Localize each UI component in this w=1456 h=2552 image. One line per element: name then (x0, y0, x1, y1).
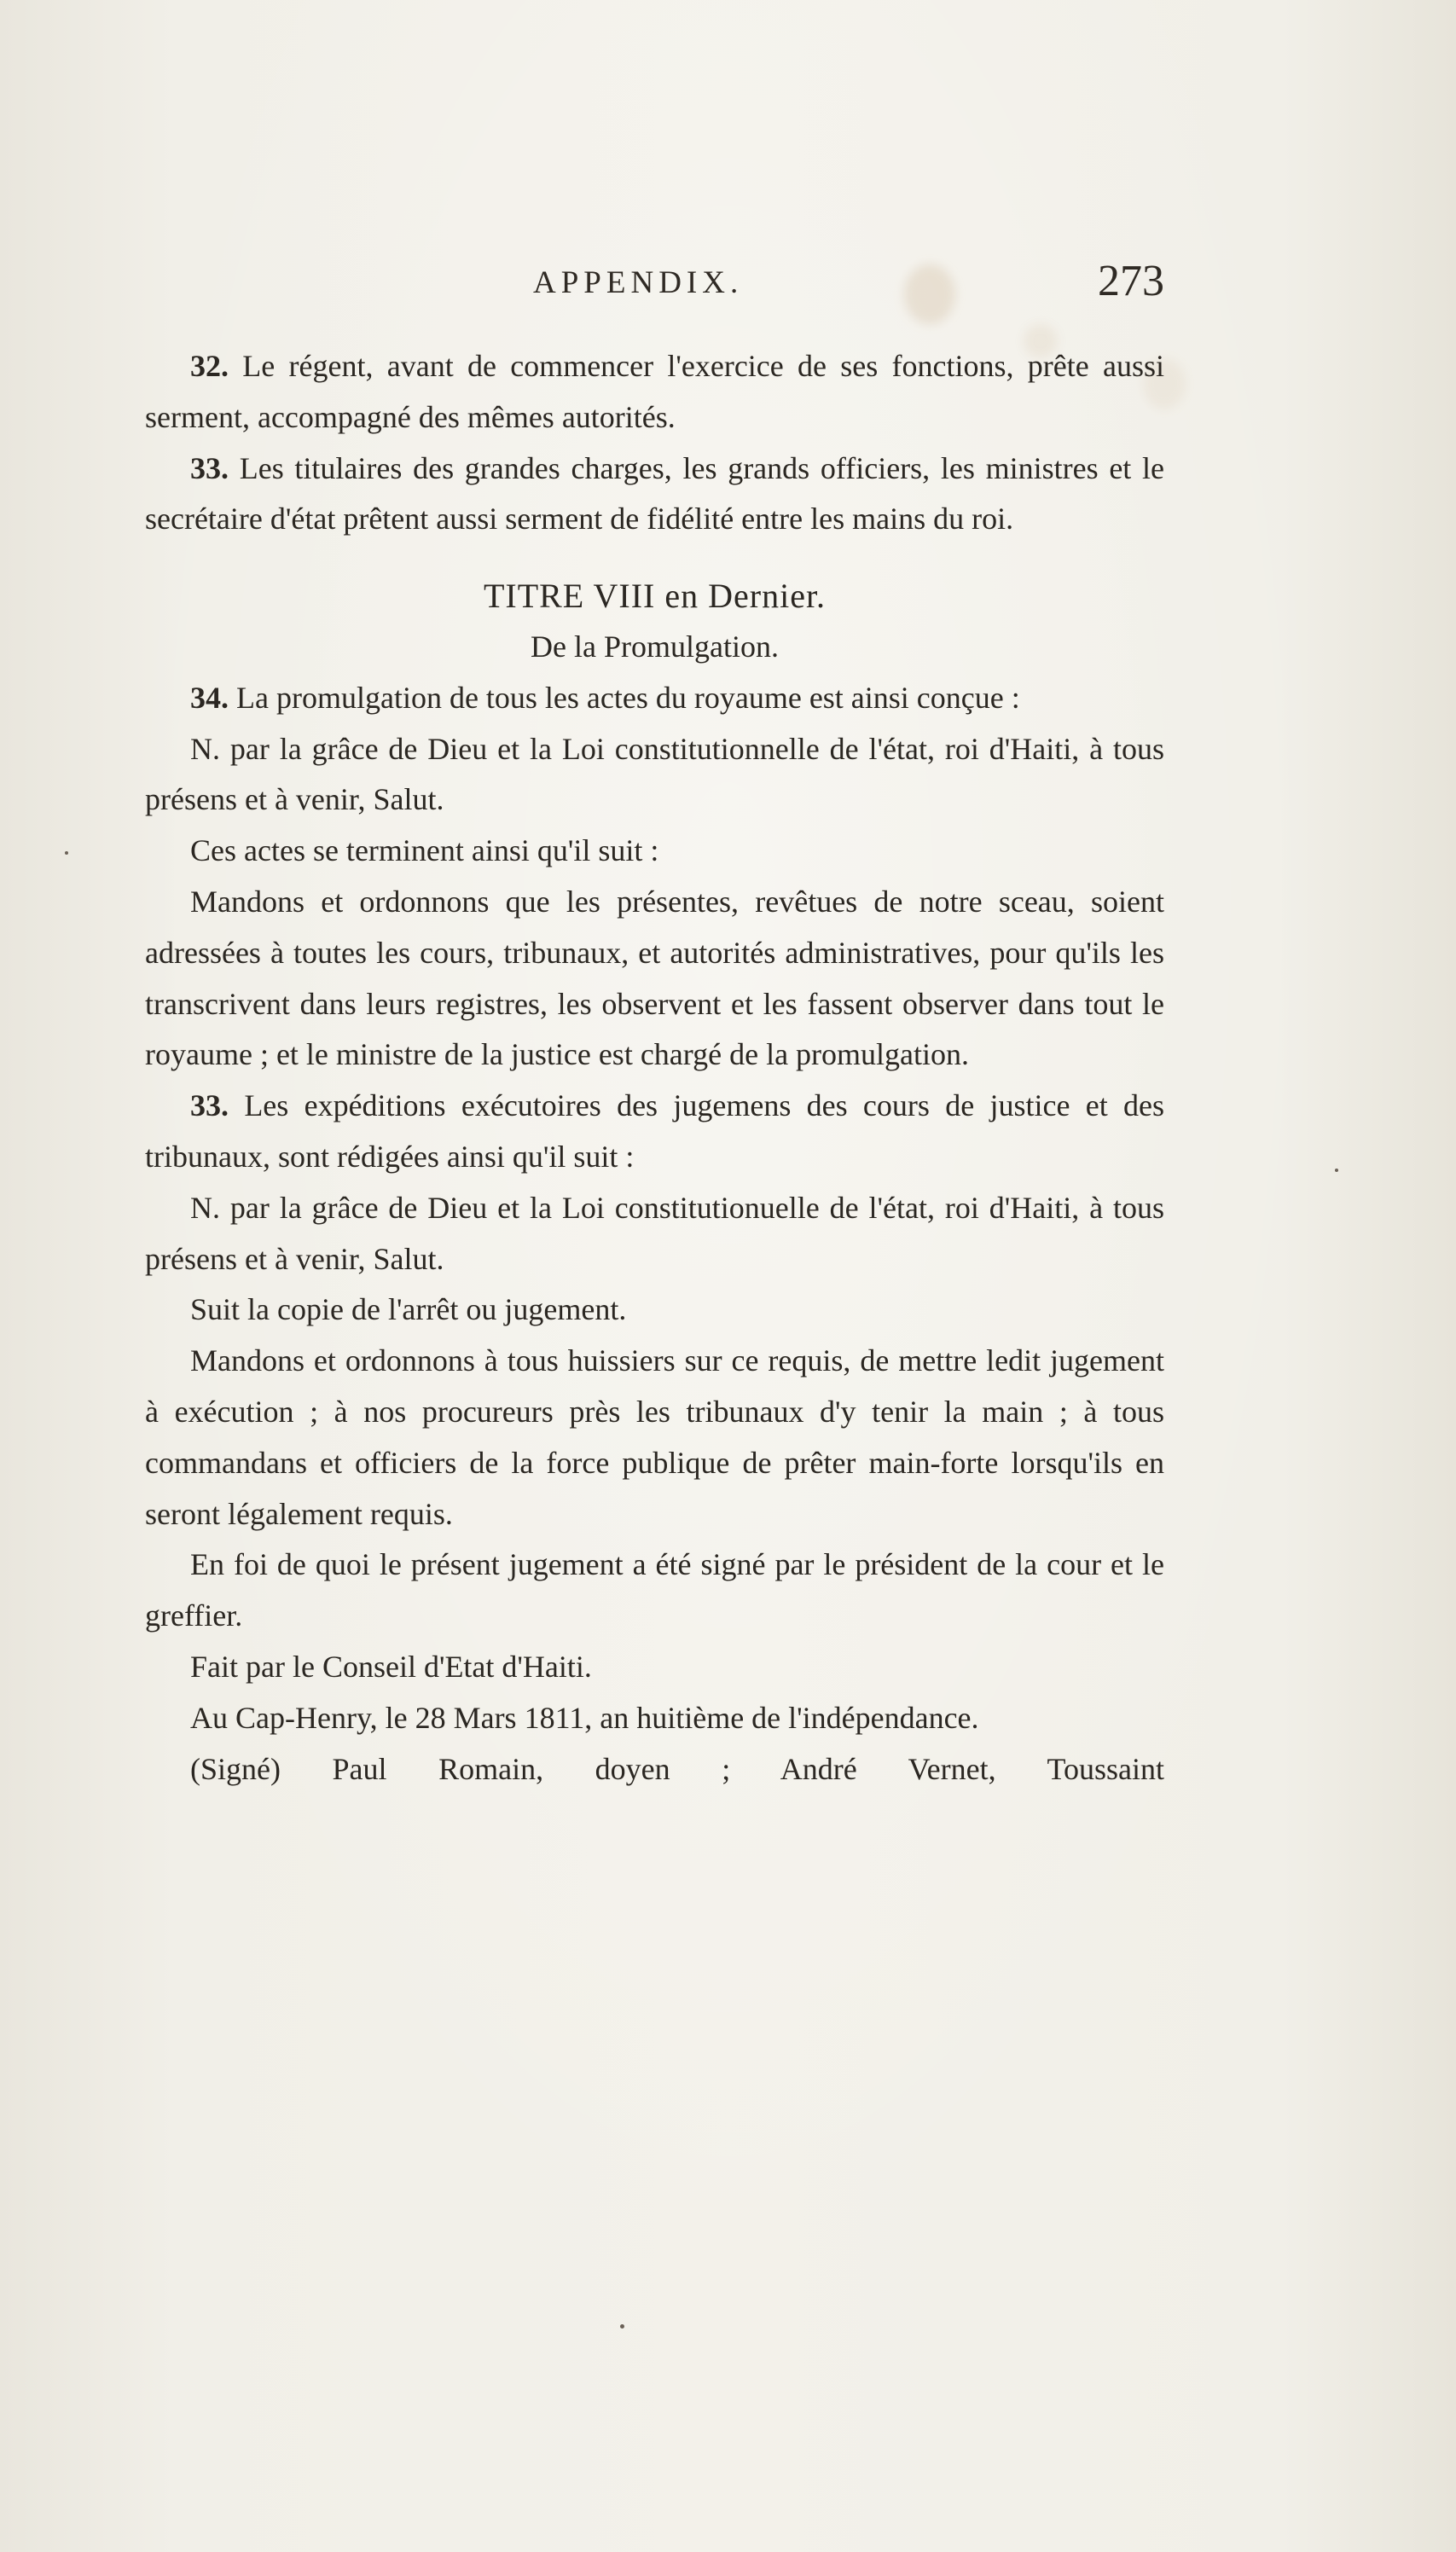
printer-mark (1335, 1169, 1338, 1172)
page-body (145, 341, 1164, 1795)
page-number: 273 (1098, 257, 1164, 305)
page-header (145, 256, 1164, 307)
article-number: 33. (190, 450, 229, 485)
article-number: 33. (190, 1088, 229, 1123)
formula-paragraph: N. par la grâce de Dieu et la Loi constitutionnelle de l'état, roi d'Haiti, à tous présens et à venir, Salut. (145, 731, 1164, 817)
article-number: 34. (190, 680, 229, 715)
article-33-b (145, 1081, 1164, 1183)
signature-line: (Signé) Paul Romain, doyen ; André Vernet, Toussaint (190, 1751, 1164, 1786)
paragraph: Mandons et ordonnons à tous huissiers sur ce requis, de mettre ledit jugement à exécution ; à nos procureurs près les tribunaux d'y tenir la main ; à tous commandans et officiers de la force publique de prêter main-forte lorsqu'ils en seront légalement requis. (145, 1343, 1164, 1531)
article-34 (145, 673, 1164, 724)
article-32 (145, 341, 1164, 444)
printer-mark (620, 2324, 624, 2329)
date-line: Au Cap-Henry, le 28 Mars 1811, an huitième de l'indépendance. (190, 1700, 979, 1735)
article-text: Le régent, avant de commencer l'exercice de ses fonctions, prête aussi serment, accompagné des mêmes autorités. (145, 349, 1165, 434)
article-33 (145, 444, 1164, 546)
paragraph: En foi de quoi le présent jugement a été signé par le président de la cour et le greffier. (145, 1547, 1164, 1633)
article-text: Les expéditions exécutoires des jugemens des cours de justice et des tribunaux, sont rédigées ainsi qu'il suit : (145, 1088, 1165, 1174)
formula-paragraph: N. par la grâce de Dieu et la Loi constitutionuelle de l'état, roi d'Haiti, à tous présens et à venir, Salut. (145, 1190, 1164, 1276)
article-number: 32. (190, 349, 229, 383)
article-text: Les titulaires des grandes charges, les grands officiers, les ministres et le secrétaire d'état prêtent aussi serment de fidélité entre les mains du roi. (145, 450, 1164, 536)
article-text: La promulgation de tous les actes du royaume est ainsi conçue : (236, 680, 1020, 715)
paragraph: Suit la copie de l'arrêt ou jugement. (190, 1292, 627, 1327)
paragraph: Fait par le Conseil d'Etat d'Haiti. (190, 1649, 592, 1684)
running-head: APPENDIX. (533, 265, 744, 300)
paragraph: Mandons et ordonnons que les présentes, revêtues de notre sceau, soient adressées à toutes les cours, tribunaux, et autorités administratives, pour qu'ils les transcrivent dans leurs registres, les observent et les fassent observer dans tout le royaume ; et le ministre de la justice est chargé de la promulgation. (145, 884, 1164, 1072)
printer-mark (65, 851, 68, 855)
section-subtitle: De la Promulgation. (531, 629, 779, 664)
paragraph: Ces actes se terminent ainsi qu'il suit : (190, 833, 659, 868)
section-title: TITRE VIII en Dernier. (483, 577, 827, 616)
